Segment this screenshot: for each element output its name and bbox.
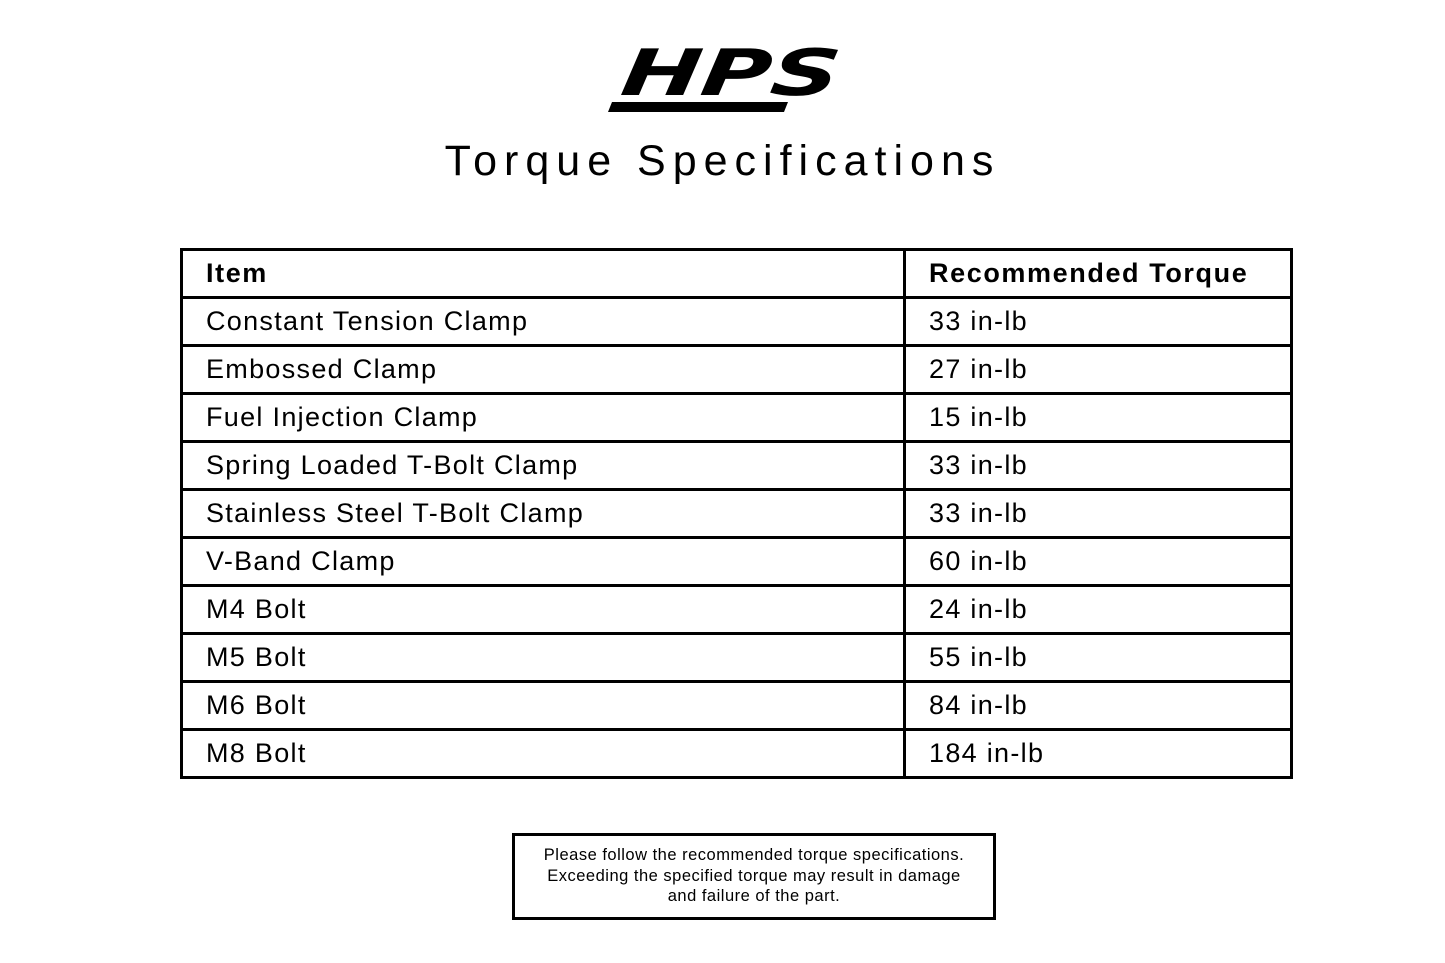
table-row: [182, 682, 1292, 730]
table-row: [182, 346, 1292, 394]
item-cell: M8 Bolt: [182, 730, 905, 778]
note-line: Exceeding the specified torque may result in damage: [547, 866, 961, 885]
item-cell: M4 Bolt: [182, 586, 905, 634]
item-cell: Spring Loaded T-Bolt Clamp: [182, 442, 905, 490]
item-cell: Stainless Steel T-Bolt Clamp: [182, 490, 905, 538]
torque-table: [180, 248, 1293, 779]
note-line: and failure of the part.: [667, 887, 841, 905]
item-cell: V-Band Clamp: [182, 538, 905, 586]
page-title: Torque Specifications: [444, 137, 1001, 185]
torque-cell: 184 in-lb: [905, 730, 1292, 778]
item-cell: M5 Bolt: [182, 634, 905, 682]
table-row: [182, 730, 1292, 778]
table-row: [182, 490, 1292, 538]
item-cell: Embossed Clamp: [182, 346, 905, 394]
torque-cell: 33 in-lb: [905, 490, 1292, 538]
torque-cell: 55 in-lb: [905, 634, 1292, 682]
hps-logo-graphic: [602, 38, 846, 118]
item-header: Item: [182, 250, 905, 298]
note-box: [512, 833, 996, 920]
logo-underline-bar: [608, 102, 788, 112]
torque-cell: 60 in-lb: [905, 538, 1292, 586]
note-line: Please follow the recommended torque specifications.: [543, 846, 965, 864]
item-cell: Fuel Injection Clamp: [182, 394, 905, 442]
table-row: [182, 538, 1292, 586]
table-header: [182, 250, 1292, 298]
torque-cell: 84 in-lb: [905, 682, 1292, 730]
header-row: [182, 250, 1292, 298]
torque-cell: 27 in-lb: [905, 346, 1292, 394]
table-row: [182, 442, 1292, 490]
table-row: [182, 634, 1292, 682]
table-row: [182, 394, 1292, 442]
hps-logo: [602, 38, 846, 118]
item-cell: Constant Tension Clamp: [182, 298, 905, 346]
torque-cell: 24 in-lb: [905, 586, 1292, 634]
torque-cell: 33 in-lb: [905, 298, 1292, 346]
logo-text: HPS: [616, 38, 774, 111]
table-row: [182, 586, 1292, 634]
torque-header: Recommended Torque: [905, 250, 1292, 298]
table-row: [182, 298, 1292, 346]
torque-cell: 15 in-lb: [905, 394, 1292, 442]
item-cell: M6 Bolt: [182, 682, 905, 730]
table-body: [182, 298, 1292, 778]
torque-cell: 33 in-lb: [905, 442, 1292, 490]
